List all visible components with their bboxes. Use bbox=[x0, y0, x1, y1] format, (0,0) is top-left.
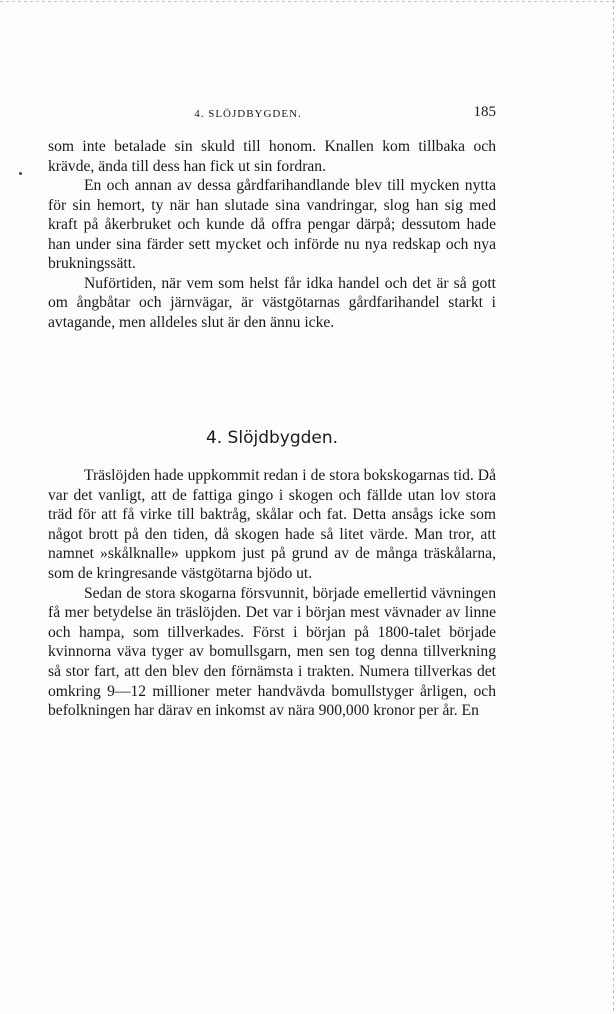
paragraph: Träslöjden hade uppkommit redan i de stora bokskogarnas tid. Då var det vanligt, att de fattiga gingo i skogen och fällde utan lov stora träd för att få virke till baktråg, skålar och fat. Detta ansågs icke som något brott på den tiden, då skogen hade så litet värde. Man tror, att namnet »skålknalle» uppkom just på grund av de många träskålarna, som de kringresande västgötarna bjödo ut. bbox=[48, 467, 496, 582]
margin-mark bbox=[19, 172, 22, 175]
paragraph: En och annan av dessa gårdfarihandlande blev till mycken nytta för sin hemort, ty när han slutade sina vandringar, slog han sig med kraft på åkerbruket och kunde då offra pengar därpå; dessutom hade han under sina färder sett mycket och införde nu nya redskap och nya brukningssätt. bbox=[48, 177, 496, 272]
page-edge-right bbox=[613, 0, 614, 1014]
running-head bbox=[48, 104, 496, 124]
page-number: 185 bbox=[473, 104, 496, 120]
text-block-top bbox=[48, 137, 496, 332]
text-block-bottom bbox=[48, 466, 496, 721]
paragraph-continued: som inte betalade sin skuld till honom. Knallen kom tillbaka och krävde, ända till dess han fick ut sin fordran. bbox=[48, 138, 496, 175]
paragraph: Sedan de stora skogarna försvunnit, började emellertid vävningen få mer betydelse än träslöjden. Det var i början mest vävnader av linne och hampa, som tillverkades. Först i början på 1800-talet började kvinnorna väva tyger av bomullsgarn, men sen tog denna tillverkning så stor fart, att den blev den förnämsta i trakten. Numera tillverkas det omkring 9—12 millioner meter handvävda bomullstyger årligen, och befolkningen har därav en inkomst av nära 900,000 kronor per år. En bbox=[48, 584, 496, 720]
section-heading: 4. Slöjdbygden. bbox=[205, 428, 339, 448]
running-head-title: 4. SLÖJDBYGDEN. bbox=[194, 108, 302, 120]
paragraph: Nuförtiden, när vem som helst får idka handel och det är så gott om ångbåtar och järnvägar, är västgötarnas gårdfarihandel starkt i avtagande, men alldeles slut är den ännu icke. bbox=[48, 274, 496, 331]
page-edge-top bbox=[0, 1, 616, 2]
